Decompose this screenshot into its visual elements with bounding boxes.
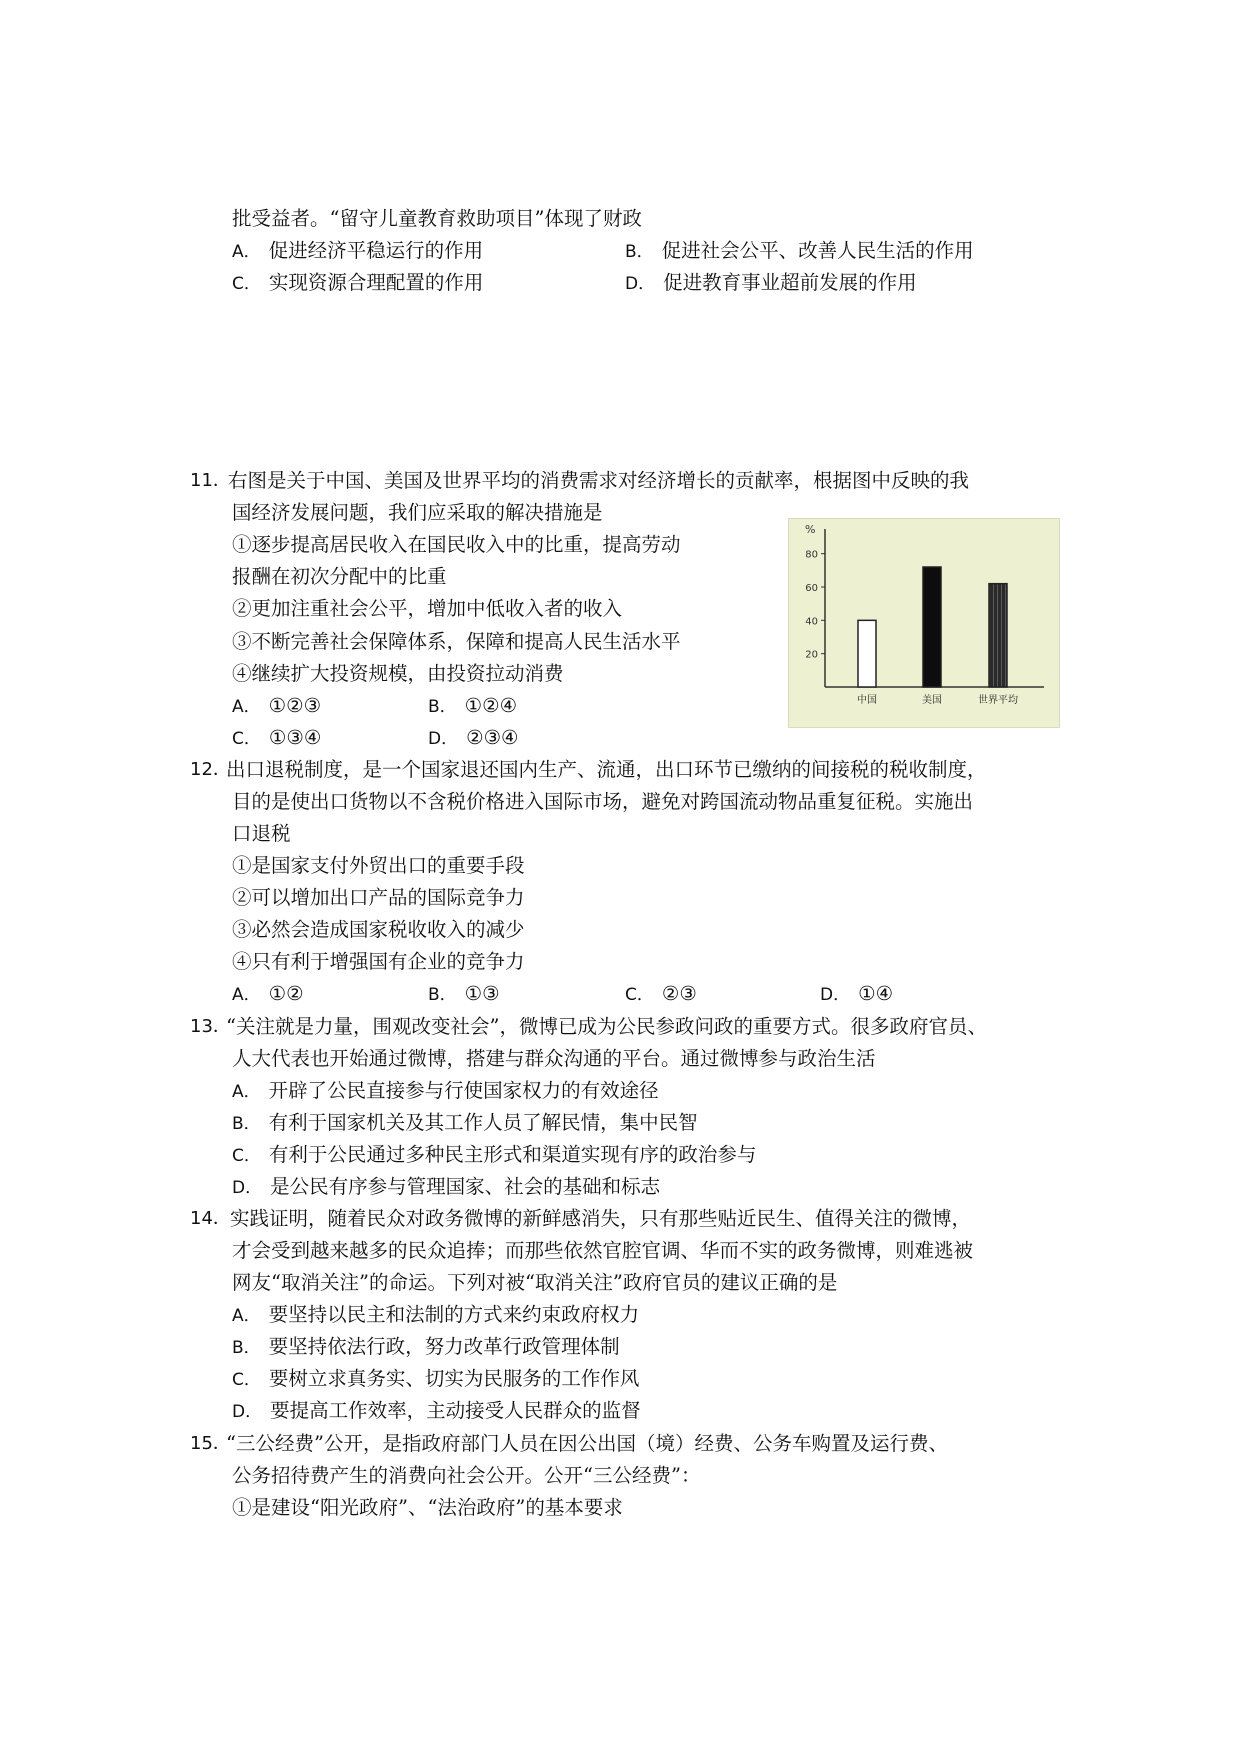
option-letter: C． [232,274,261,294]
q15-number: 15． [190,1433,231,1454]
q12-item-4: ④只有利于增强国有企业的竞争力 [232,950,525,973]
q12-option-a [232,981,304,1008]
option-text: 是公民有序参与管理国家、社会的基础和标志 [270,1175,661,1198]
option-text: ①④ [858,982,894,1005]
q14-option-c [232,1366,639,1393]
bar-1 [858,620,876,687]
q10-option-c [232,270,483,297]
option-letter: B． [428,985,457,1005]
option-letter: A． [232,985,261,1005]
q13-option-a [232,1078,659,1105]
x-category-label: 世界平均 [978,695,1018,706]
q11-option-c [232,725,321,752]
y-axis-unit-label: % [805,523,816,536]
option-text: ②③ [661,982,697,1005]
q12-stem-line-1: 出口退税制度，是一个国家退还国内生产、流通，出口环节已缴纳的间接税的税收制度， [226,758,987,781]
option-letter: A． [232,1306,261,1326]
bar-2 [923,567,941,687]
q14-stem-line-2: 才会受到越来越多的民众追捧；而那些依然官腔官调、华而不实的政务微博，则难逃被 [232,1239,974,1262]
option-letter: B． [232,1338,261,1358]
q12-item-2: ②可以增加出口产品的国际竞争力 [232,886,525,909]
q13-stem-line-2: 人大代表也开始通过微博，搭建与群众沟通的平台。通过微博参与政治生活 [232,1047,876,1070]
q13-option-c [232,1142,756,1169]
y-tick-label: 60 [805,583,818,594]
q11-item-4: ④继续扩大投资规模，由投资拉动消费 [232,662,564,685]
option-letter: B． [428,697,457,717]
option-text: ①②③ [268,694,322,717]
option-letter: D． [820,985,851,1005]
q12-number: 12． [190,759,231,780]
q15-stem-line-1: “三公经费”公开，是指政府部门人员在因公出国（境）经费、公务车购置及运行费、 [226,1432,948,1455]
option-letter: B． [232,1114,261,1134]
q15-stem-line-2: 公务招待费产生的消费向社会公开。公开“三公经费”： [232,1464,701,1487]
option-text: ②③④ [466,726,519,749]
option-letter: A． [232,697,261,717]
q14-option-a [232,1302,639,1329]
option-text: ①③④ [268,726,322,749]
y-tick-label: 40 [805,616,818,628]
consumption-contribution-chart [788,518,1060,728]
q12-item-1: ①是国家支付外贸出口的重要手段 [232,854,525,877]
q11-stem-line-2: 国经济发展问题，我们应采取的解决措施是 [232,501,603,524]
option-text: 实现资源合理配置的作用 [268,271,484,294]
q14-option-b [232,1334,620,1361]
q12-stem-line-3: 口退税 [232,822,291,845]
q15-item-1: ①是建设“阳光政府”、“法治政府”的基本要求 [232,1496,623,1519]
q11-number: 11． [190,470,231,491]
option-text: ①②④ [464,694,518,717]
x-category-label: 中国 [857,695,877,706]
option-text: 要提高工作效率，主动接受人民群众的监督 [270,1399,641,1422]
q10-stem-tail: 批受益者。“留守儿童教育救助项目”体现了财政 [232,207,642,230]
q12-option-c [625,981,697,1008]
option-letter: D． [232,1178,263,1198]
q11-item-2: ②更加注重社会公平，增加中低收入者的收入 [232,597,623,620]
q13-number: 13． [190,1016,231,1037]
option-text: 有利于国家机关及其工作人员了解民情，集中民智 [268,1111,698,1134]
option-letter: D． [625,274,656,294]
q11-item-1: ①逐步提高居民收入在国民收入中的比重，提高劳动 [232,533,681,556]
q14-option-d [232,1398,641,1425]
option-text: ①③ [464,982,500,1005]
option-letter: C． [232,729,261,749]
bar-3 [989,584,1007,687]
option-text: 开辟了公民直接参与行使国家权力的有效途径 [268,1079,659,1102]
q14-stem-line-1: 实践证明，随着民众对政务微博的新鲜感消失，只有那些贴近民生、值得关注的微博， [230,1207,972,1230]
y-tick-label: 80 [805,549,818,561]
option-text: ①② [268,982,304,1005]
q14-number: 14． [190,1208,231,1229]
option-letter: C． [232,1370,261,1390]
option-letter: D． [428,729,459,749]
option-letter: B． [625,242,654,262]
x-category-label: 美国 [922,695,942,706]
q13-option-b [232,1110,698,1137]
q13-stem-line-1: “关注就是力量，围观改变社会”，微博已成为公民参政问政的重要方式。很多政府官员、 [226,1015,987,1038]
q10-option-d [625,270,917,297]
q11-stem-line-1: 右图是关于中国、美国及世界平均的消费需求对经济增长的贡献率，根据图中反映的我 [228,469,970,492]
q11-item-1-cont: 报酬在初次分配中的比重 [232,565,447,588]
option-text: 促进社会公平、改善人民生活的作用 [661,239,974,262]
q13-option-d [232,1174,660,1201]
option-text: 促进教育事业超前发展的作用 [663,271,917,294]
option-text: 有利于公民通过多种民主形式和渠道实现有序的政治参与 [268,1143,757,1166]
option-letter: D． [232,1402,263,1422]
q11-option-d [428,725,519,752]
option-text: 要坚持以民主和法制的方式来约束政府权力 [268,1303,640,1326]
q12-option-b [428,981,500,1008]
option-letter: C． [232,1146,261,1166]
option-text: 要树立求真务实、切实为民服务的工作作风 [268,1367,640,1390]
option-text: 要坚持依法行政，努力改革行政管理体制 [268,1335,620,1358]
q11-option-a [232,693,321,720]
chart-svg [789,519,1059,727]
option-letter: C． [625,985,654,1005]
q10-option-b [625,238,974,265]
q11-item-3: ③不断完善社会保障体系，保障和提高人民生活水平 [232,630,681,653]
q14-stem-line-3: 网友“取消关注”的命运。下列对被“取消关注”政府官员的建议正确的是 [232,1271,838,1294]
option-letter: A． [232,1082,261,1102]
q12-stem-line-2: 目的是使出口货物以不含税价格进入国际市场，避免对跨国流动物品重复征税。实施出 [232,790,974,813]
option-letter: A． [232,242,261,262]
q12-item-3: ③必然会造成国家税收收入的减少 [232,918,525,941]
q12-option-d [820,981,893,1008]
q10-option-a [232,238,483,265]
y-tick-label: 20 [805,649,818,661]
option-text: 促进经济平稳运行的作用 [268,239,484,262]
q11-option-b [428,693,517,720]
